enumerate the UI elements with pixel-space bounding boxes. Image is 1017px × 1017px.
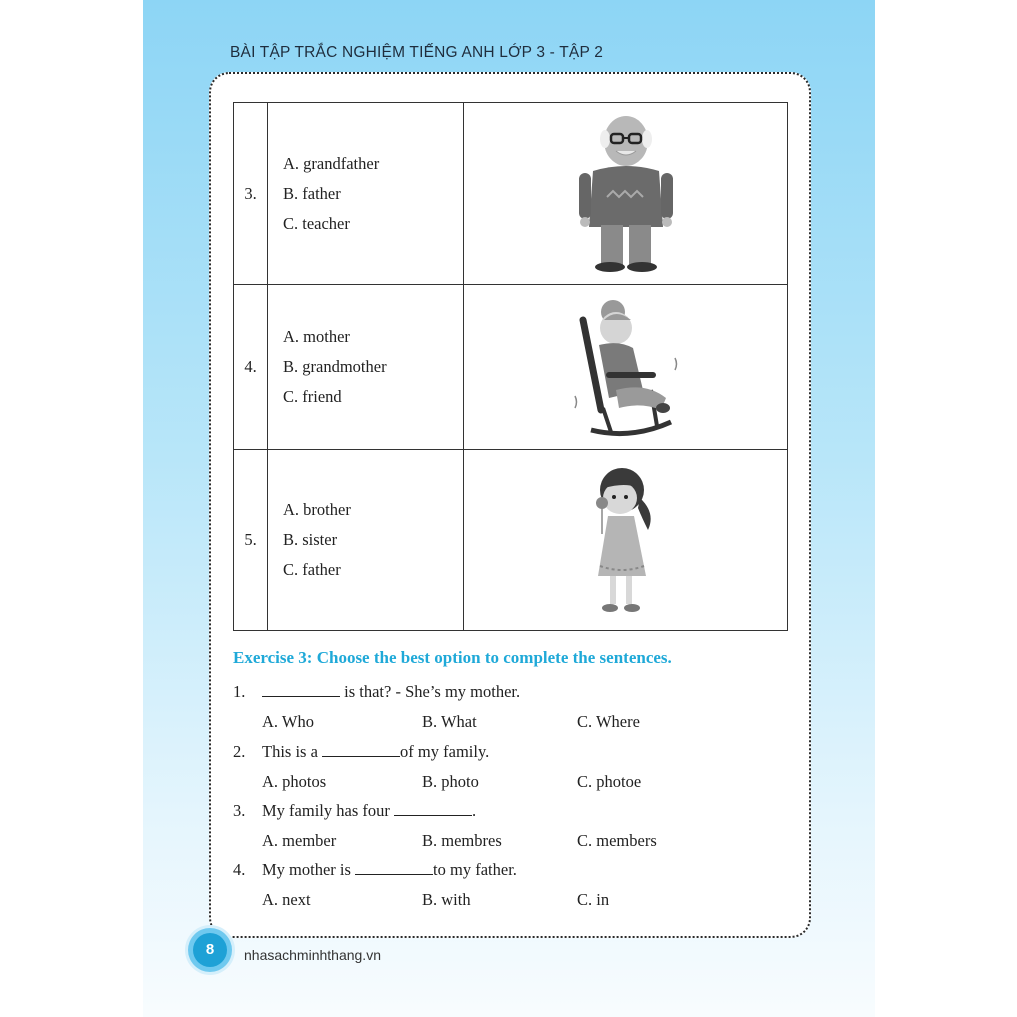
picture-question-table <box>233 102 788 631</box>
question-number: 3. <box>233 801 246 820</box>
website-link[interactable]: nhasachminhthang.vn <box>244 947 381 963</box>
choice-b[interactable]: B. What <box>422 712 477 731</box>
choice-b[interactable]: B. photo <box>422 772 479 791</box>
choice-b[interactable]: B. membres <box>422 831 502 850</box>
question-number: 5. <box>234 450 268 631</box>
picture-cell <box>464 285 788 450</box>
question-number: 2. <box>233 742 246 761</box>
option-b[interactable]: B. grandmother <box>283 357 387 376</box>
page-number: 8 <box>193 933 227 967</box>
option-c[interactable]: C. father <box>283 560 341 579</box>
grandmother-rocking-chair-illustration <box>571 290 681 440</box>
option-c[interactable]: C. teacher <box>283 213 350 233</box>
option-b[interactable]: B. sister <box>283 530 338 549</box>
option-c[interactable]: C. friend <box>283 387 342 406</box>
choice-c[interactable]: C. members <box>577 831 657 850</box>
picture-cell <box>464 103 788 285</box>
question-number: 1. <box>233 682 246 701</box>
page-number-badge <box>188 928 232 972</box>
question-number: 3. <box>234 103 268 285</box>
sentence-text-before: My mother is <box>262 860 356 879</box>
question-1 <box>233 682 520 702</box>
option-a[interactable]: A. brother <box>283 500 351 519</box>
question-2 <box>233 742 489 762</box>
table-row <box>234 285 788 450</box>
grandfather-illustration <box>571 109 681 274</box>
choice-c[interactable]: C. in <box>577 890 610 909</box>
sentence-text-before: This is a <box>262 742 323 761</box>
option-a[interactable]: A. grandfather <box>283 153 380 173</box>
options-cell <box>268 103 464 285</box>
answer-blank[interactable] <box>394 802 472 816</box>
question-number: 4. <box>233 860 246 879</box>
girl-with-lollipop-illustration <box>586 458 666 618</box>
choice-a[interactable]: A. member <box>262 831 337 850</box>
picture-cell <box>464 450 788 631</box>
choice-b[interactable]: B. with <box>422 890 471 909</box>
answer-blank[interactable] <box>262 683 340 697</box>
choice-a[interactable]: A. next <box>262 890 311 909</box>
answer-blank[interactable] <box>322 743 400 757</box>
sentence-text-after: is that? - She’s my mother. <box>340 682 521 701</box>
sentence-text-after: of my family. <box>400 742 490 761</box>
question-number: 4. <box>234 285 268 450</box>
sentence-text-after: . <box>471 801 477 820</box>
option-b[interactable]: B. father <box>283 183 341 203</box>
question-3 <box>233 801 476 821</box>
sentence-text-before: My family has four <box>262 801 394 820</box>
table-row <box>234 450 788 631</box>
options-cell <box>268 450 464 631</box>
choice-a[interactable]: A. Who <box>262 712 314 731</box>
book-title: BÀI TẬP TRẮC NGHIỆM TIẾNG ANH LỚP 3 - TẬP 2 <box>230 44 604 61</box>
exercise-3-title: Exercise 3: Choose the best option to complete the sentences. <box>233 648 672 667</box>
question-4 <box>233 860 517 880</box>
choice-c[interactable]: C. photoe <box>577 772 642 791</box>
option-a[interactable]: A. mother <box>283 327 350 346</box>
sentence-text-after: to my father. <box>433 860 517 879</box>
choice-c[interactable]: C. Where <box>577 712 640 731</box>
choice-a[interactable]: A. photos <box>262 772 327 791</box>
options-cell <box>268 285 464 450</box>
answer-blank[interactable] <box>355 861 433 875</box>
table-row <box>234 103 788 285</box>
